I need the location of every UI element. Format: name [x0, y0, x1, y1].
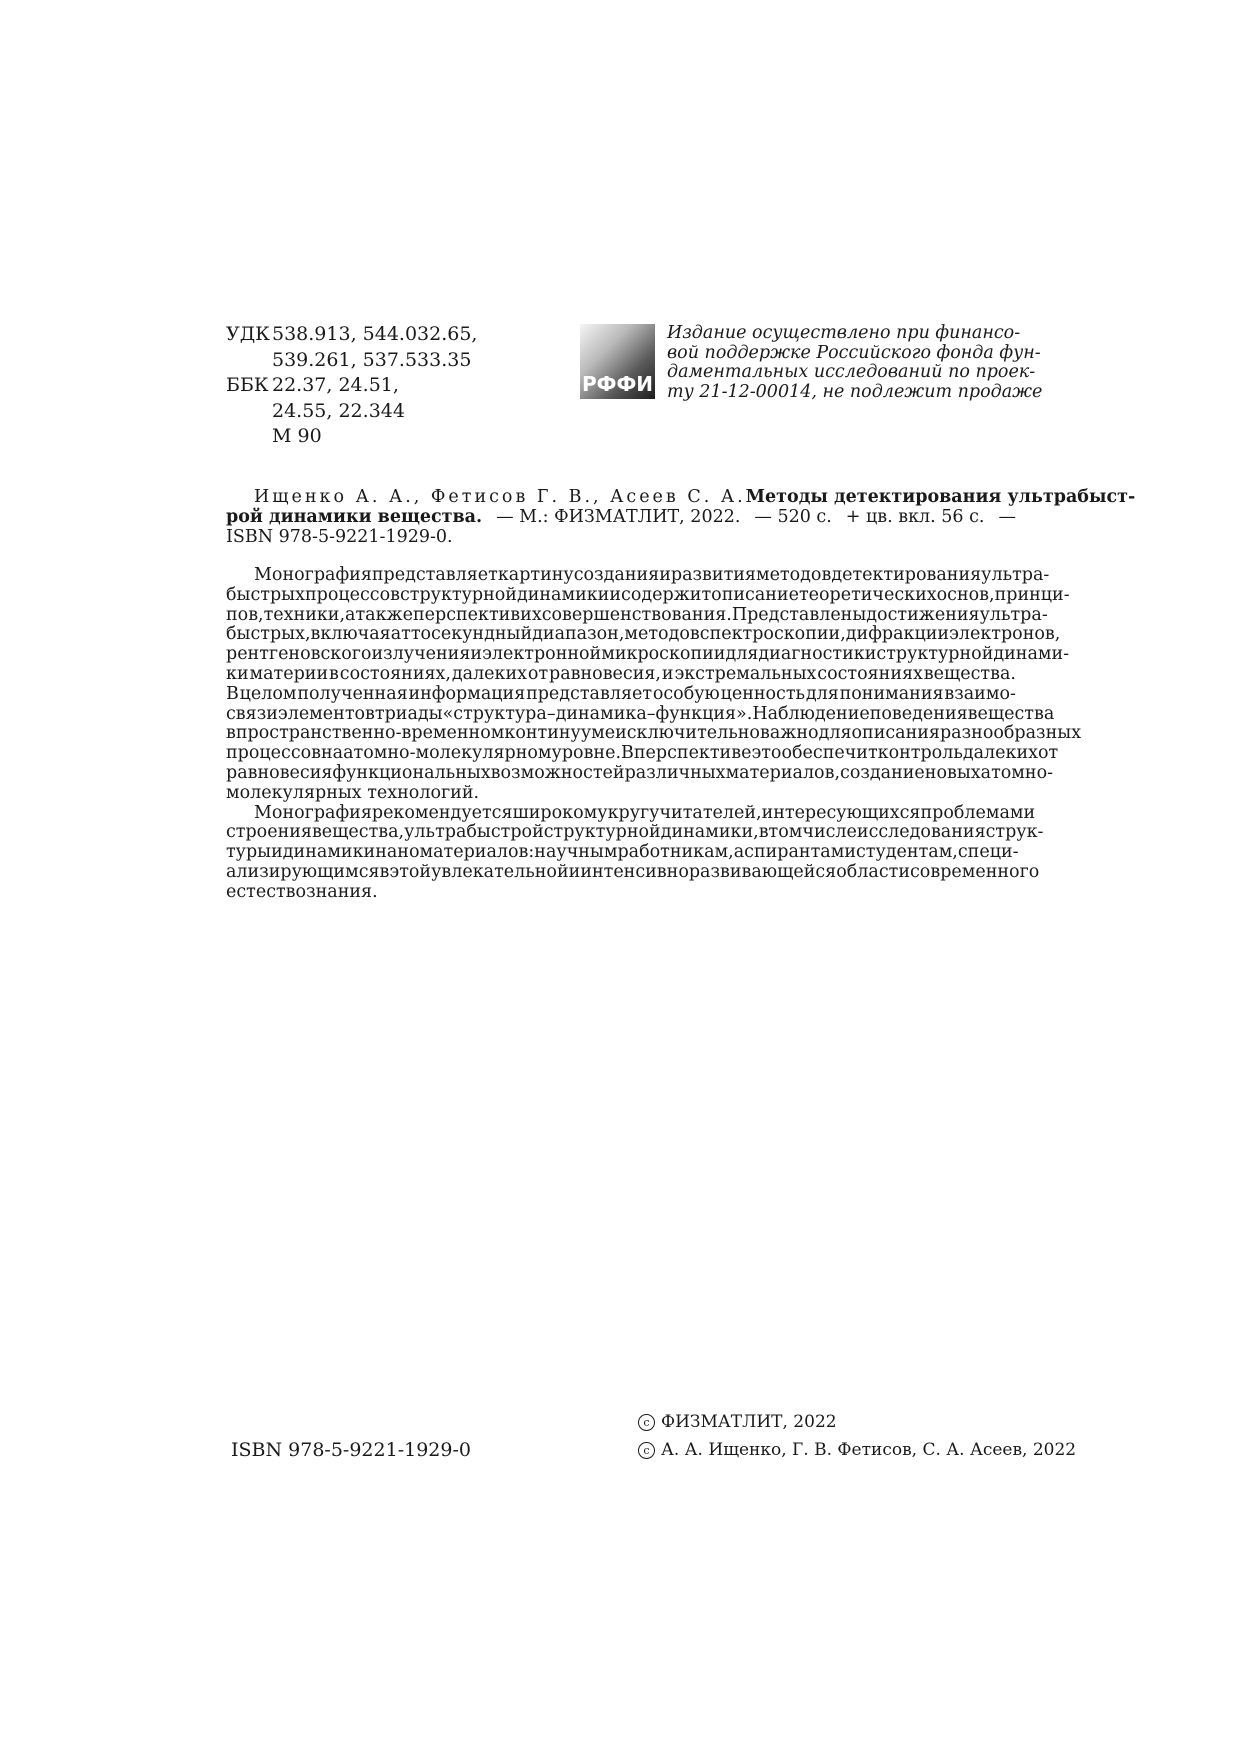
abstract-line: в пространственно-временном континууме исключительно важно для описания разнообразных	[226, 723, 1082, 744]
funding-line: ту 21-12-00014, не подлежит продаже	[667, 381, 1043, 402]
author-sign: М 90	[272, 425, 322, 447]
copyright-icon: c	[638, 1414, 655, 1431]
biblio-pages: — 520 с.	[754, 507, 832, 527]
bbk-codes-line1: 22.37, 24.51,	[272, 374, 399, 396]
biblio-isbn: ISBN 978-5-9221-1929-0.	[226, 527, 453, 547]
bbk-row	[226, 373, 477, 399]
biblio-dash: —	[998, 507, 1016, 527]
udk-label: УДК	[226, 323, 270, 345]
biblio-line-1	[226, 487, 1136, 507]
footer-isbn: ISBN 978-5-9221-1929-0	[231, 1439, 471, 1461]
abstract-line: быстрых, включая аттосекундный диапазон, методов спектроскопии, дифракции электронов,	[226, 624, 1061, 645]
abstract-line: молекулярных технологий.	[226, 782, 480, 803]
bbk-label: ББК	[226, 374, 269, 396]
abstract-line: процессов на атомно-молекулярном уровне. В перспективе это обеспечит контроль далеких от	[226, 743, 1059, 764]
funding-line: Издание осуществлено при финансо-	[667, 323, 1021, 343]
abstract-line: строения вещества, ультрабыстрой структурной динамики, в том числе исследования струк-	[226, 822, 1044, 843]
abstract	[226, 565, 1082, 903]
rffi-logo-text: РФФИ	[581, 372, 654, 396]
abstract-line: ки материи в состояниях, далеких от равновесия, и экстремальных состояниях вещества.	[226, 663, 1016, 684]
udk-codes-line1: 538.913, 544.032.65,	[272, 323, 478, 345]
abstract-line: равновесия функциональных возможностей различных материалов, создание новых атомно-	[226, 762, 1054, 783]
abstract-line: рентгеновского излучения и электронной микроскопии для диагностики структурной динами-	[226, 644, 1070, 665]
bibliographic-reference	[226, 487, 1136, 547]
abstract-line: Монография рекомендуется широкому кругу читателей, интересующихся проблемами	[254, 802, 1036, 823]
funding-note	[667, 323, 1043, 402]
udk-codes-line2: 539.261, 537.533.35	[272, 348, 472, 371]
abstract-line: естествознания.	[226, 881, 378, 902]
abstract-line: ализирующимся в этой увлекательной и интенсивно развивающейся области современного	[226, 861, 1040, 882]
abstract-line: связи элементов триады «структура–динамика–функция». Наблюдение поведения вещества	[226, 703, 1055, 724]
copyright-icon: c	[638, 1442, 655, 1459]
classification-block	[226, 322, 477, 450]
biblio-line-2	[226, 507, 1016, 527]
funding-line: вой поддержке Российского фонда фун-	[667, 342, 1041, 363]
funding-line: даментальных исследований по проек-	[667, 362, 1036, 382]
biblio-title-part2: рой динамики вещества.	[226, 507, 483, 527]
copyright-publisher	[638, 1412, 837, 1432]
biblio-color-pages: + цв. вкл. 56 с.	[845, 507, 985, 527]
abstract-line: пов, техники, а также перспектив их совершенствования. Представлены достижения ультра-	[226, 604, 1048, 625]
abstract-line: туры и динамики наноматериалов: научным работникам, аспирантам и студентам, специ-	[226, 842, 1019, 863]
abstract-line: быстрых процессов структурной динамики и содержит описание теоретических основ, принци-	[226, 584, 1070, 605]
bbk-codes-line2: 24.55, 22.344	[272, 399, 405, 422]
udk-row	[226, 322, 477, 348]
copyright-publisher-text: ФИЗМАТЛИТ, 2022	[661, 1412, 837, 1432]
copyright-authors	[638, 1440, 1076, 1460]
rffi-logo	[580, 324, 655, 399]
biblio-authors: Ищенко А. А., Фетисов Г. В., Асеев С. А.	[254, 487, 746, 507]
abstract-line: В целом полученная информация представляет особую ценность для понимания взаимо-	[226, 683, 1016, 704]
copyright-authors-text: А. А. Ищенко, Г. В. Фетисов, С. А. Асеев, 2022	[661, 1440, 1077, 1460]
biblio-publisher: — М.: ФИЗМАТЛИТ, 2022.	[496, 507, 741, 527]
biblio-title-part1: Методы детектирования ультрабыст-	[745, 487, 1136, 507]
abstract-line: Монография представляет картину создания и развития методов детектирования ультра-	[254, 565, 1050, 585]
